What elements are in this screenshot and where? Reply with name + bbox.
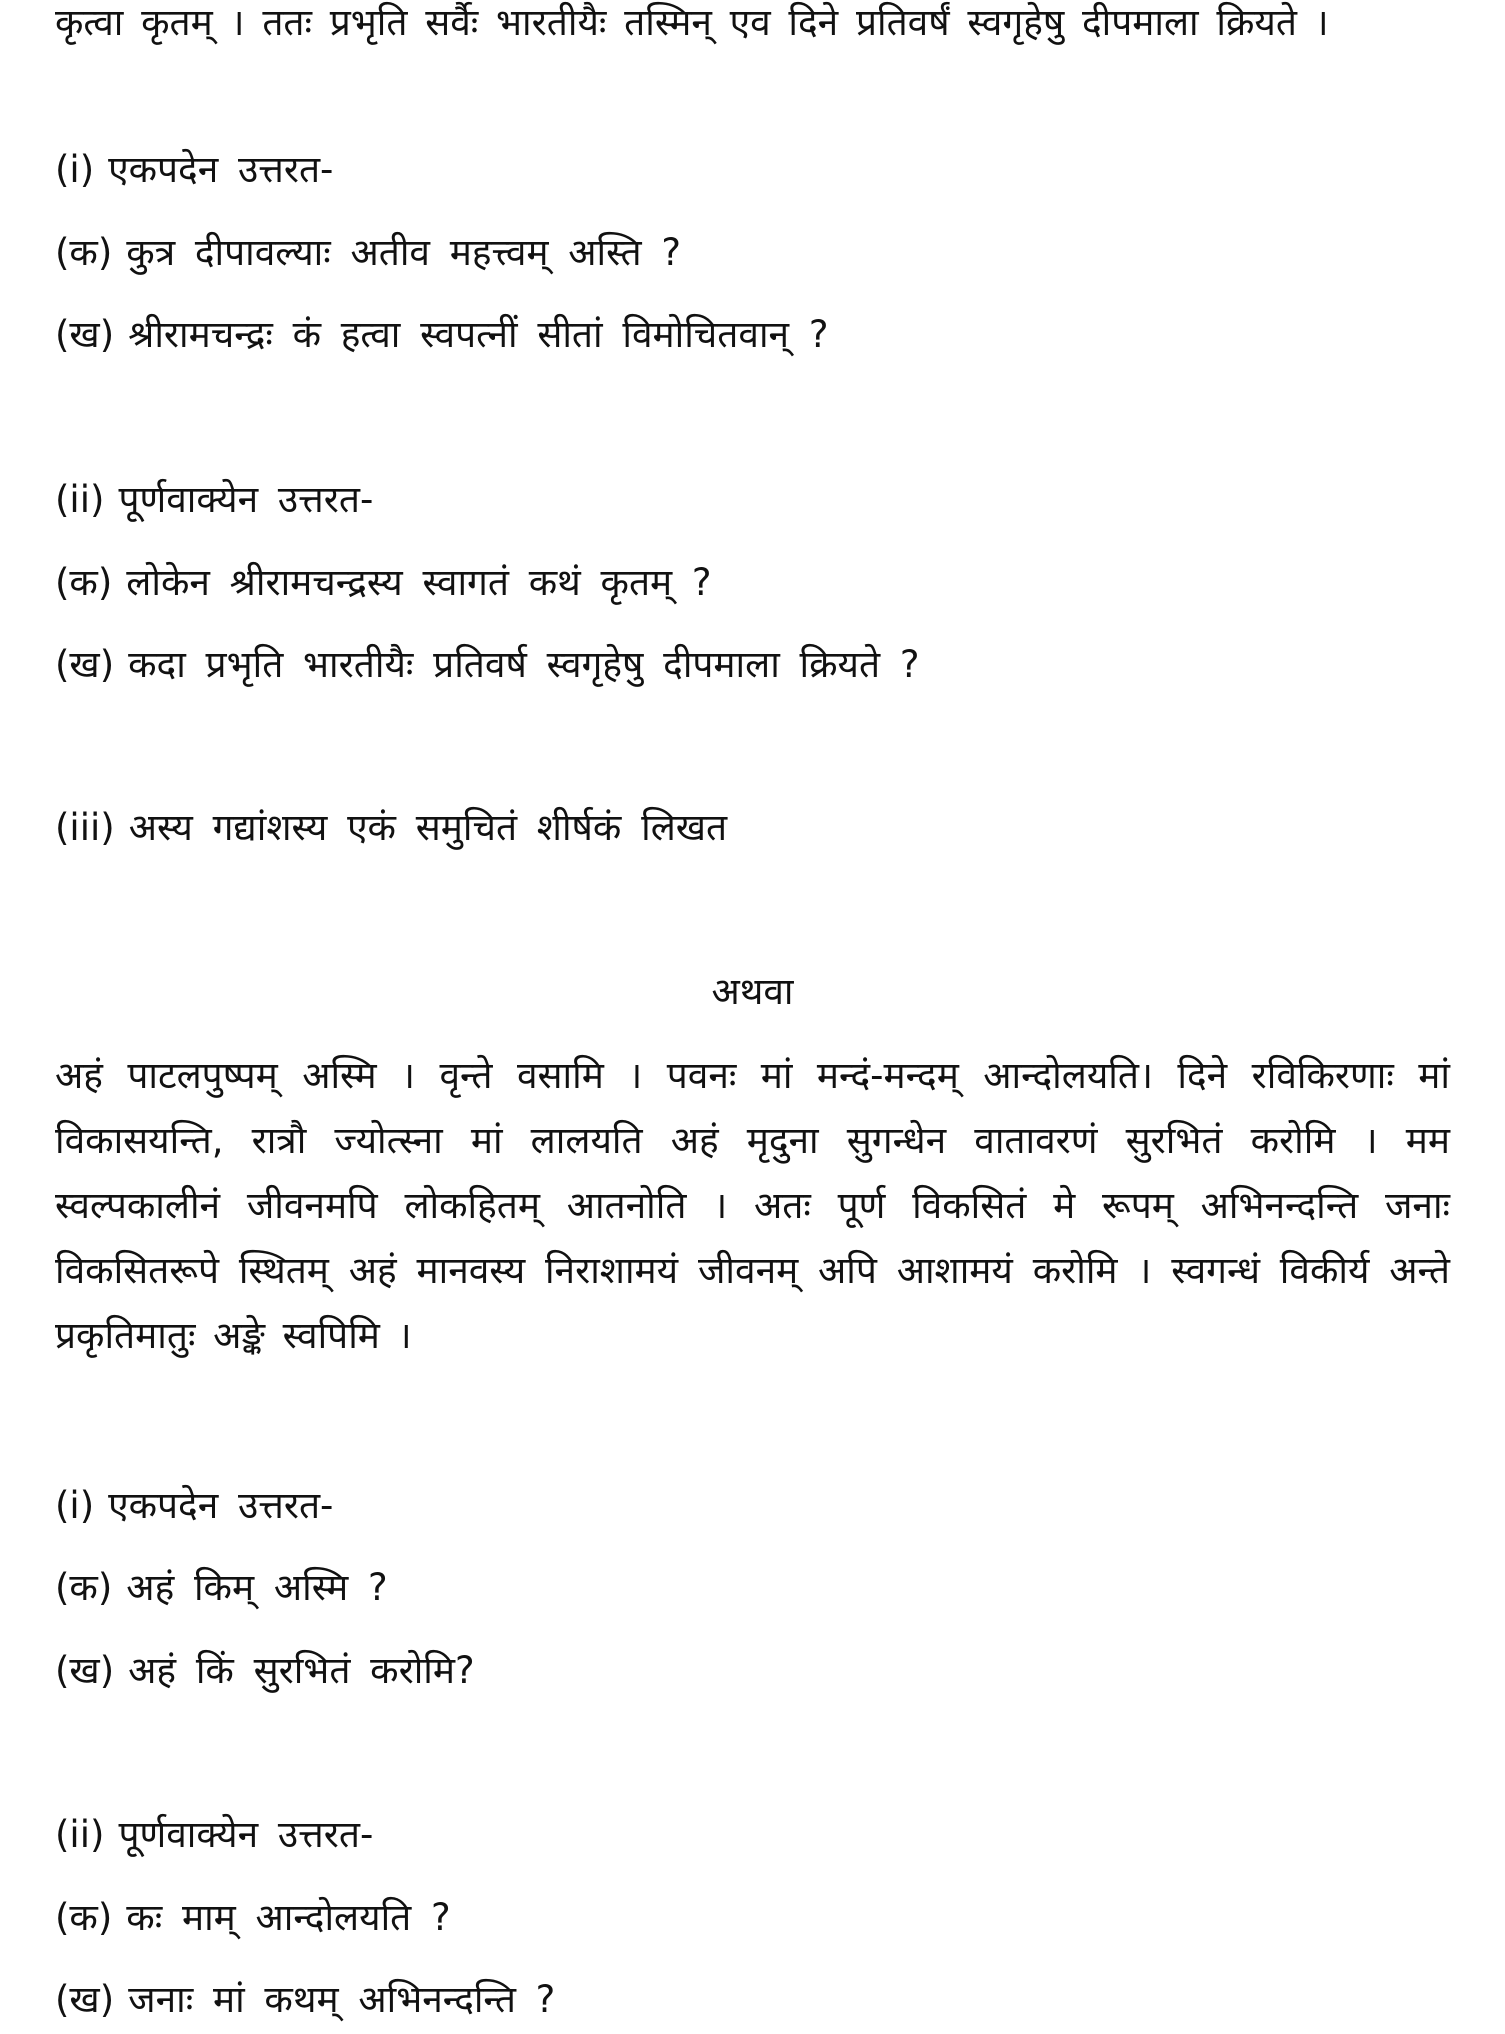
question-text: अस्य गद्यांशस्य एकं समुचितं शीर्षकं लिखत	[128, 806, 728, 849]
question-2-i-heading	[55, 1482, 333, 1530]
item-label: (ख)	[55, 1978, 115, 2021]
question-2-i-kha	[55, 1647, 475, 1695]
question-2-i-ka	[55, 1564, 388, 1612]
question-heading-text: एकपदेन उत्तरत-	[108, 148, 334, 191]
passage-1-continuation: कृत्वा कृतम् । ततः प्रभृति सर्वैः भारतीयैः तस्मिन् एव दिने प्रतिवर्षं स्वगृहेषु दीपमाला क्रियते ।	[55, 1, 1329, 44]
item-text: कुत्र दीपावल्याः अतीव महत्त्वम् अस्ति ?	[126, 231, 682, 274]
question-label: (ii)	[55, 1813, 105, 1856]
item-label: (क)	[55, 1896, 113, 1939]
passage-2: अहं पाटलपुष्पम् अस्मि । वृन्ते वसामि । पवनः मां मन्दं-मन्दम् आन्दोलयति। दिने रविकिरणाः मां विकासयन्ति, रात्रौ ज्योत्स्ना मां लालयति अहं मृदुना सुगन्धेन वातावरणं सुरभितं करोमि । मम स्वल्पकालीनं जीवनमपि लोकहितम् आतनोति । अतः पूर्ण विकसितं मे रूपम् अभिनन्दन्ति जनाः विकसितरूपे स्थितम् अहं मानवस्य निराशामयं जीवनम् अपि आशामयं करोमि । स्वगन्धं विकीर्य अन्ते प्रकृतिमातुः अङ्के स्वपिमि ।	[55, 1054, 1450, 1357]
item-label: (ख)	[55, 313, 115, 356]
item-label: (ख)	[55, 643, 115, 686]
question-label: (ii)	[55, 478, 105, 521]
question-i-heading	[55, 146, 333, 194]
item-text: लोकेन श्रीरामचन्द्रस्य स्वागतं कथं कृतम् ?	[126, 561, 712, 604]
item-text: अहं किम् अस्मि ?	[126, 1566, 388, 1609]
item-text: कदा प्रभृति भारतीयैः प्रतिवर्ष स्वगृहेषु दीपमाला क्रियते ?	[128, 643, 920, 686]
question-heading-text: पूर्णवाक्येन उत्तरत-	[118, 478, 374, 521]
or-separator: अथवा	[711, 970, 794, 1013]
item-label: (ख)	[55, 1649, 115, 1692]
question-label: (i)	[55, 148, 95, 191]
question-i-ka	[55, 229, 681, 277]
question-2-ii-heading	[55, 1811, 373, 1859]
question-ii-kha	[55, 641, 920, 689]
question-ii-heading	[55, 476, 373, 524]
question-heading-text: पूर्णवाक्येन उत्तरत-	[118, 1813, 374, 1856]
question-iii	[55, 804, 727, 852]
item-text: अहं किं सुरभितं करोमि?	[128, 1649, 475, 1692]
item-text: कः माम् आन्दोलयति ?	[126, 1896, 451, 1939]
item-text: श्रीरामचन्द्रः कं हत्वा स्वपत्नीं सीतां विमोचितवान् ?	[128, 313, 829, 356]
question-2-ii-kha	[55, 1976, 555, 2024]
question-label: (iii)	[55, 806, 115, 849]
question-label: (i)	[55, 1484, 95, 1527]
question-ii-ka	[55, 559, 712, 607]
item-label: (क)	[55, 231, 113, 274]
question-i-kha	[55, 311, 829, 359]
item-label: (क)	[55, 1566, 113, 1609]
item-label: (क)	[55, 561, 113, 604]
question-2-ii-ka	[55, 1894, 451, 1942]
question-heading-text: एकपदेन उत्तरत-	[108, 1484, 334, 1527]
item-text: जनाः मां कथम् अभिनन्दन्ति ?	[128, 1978, 556, 2021]
